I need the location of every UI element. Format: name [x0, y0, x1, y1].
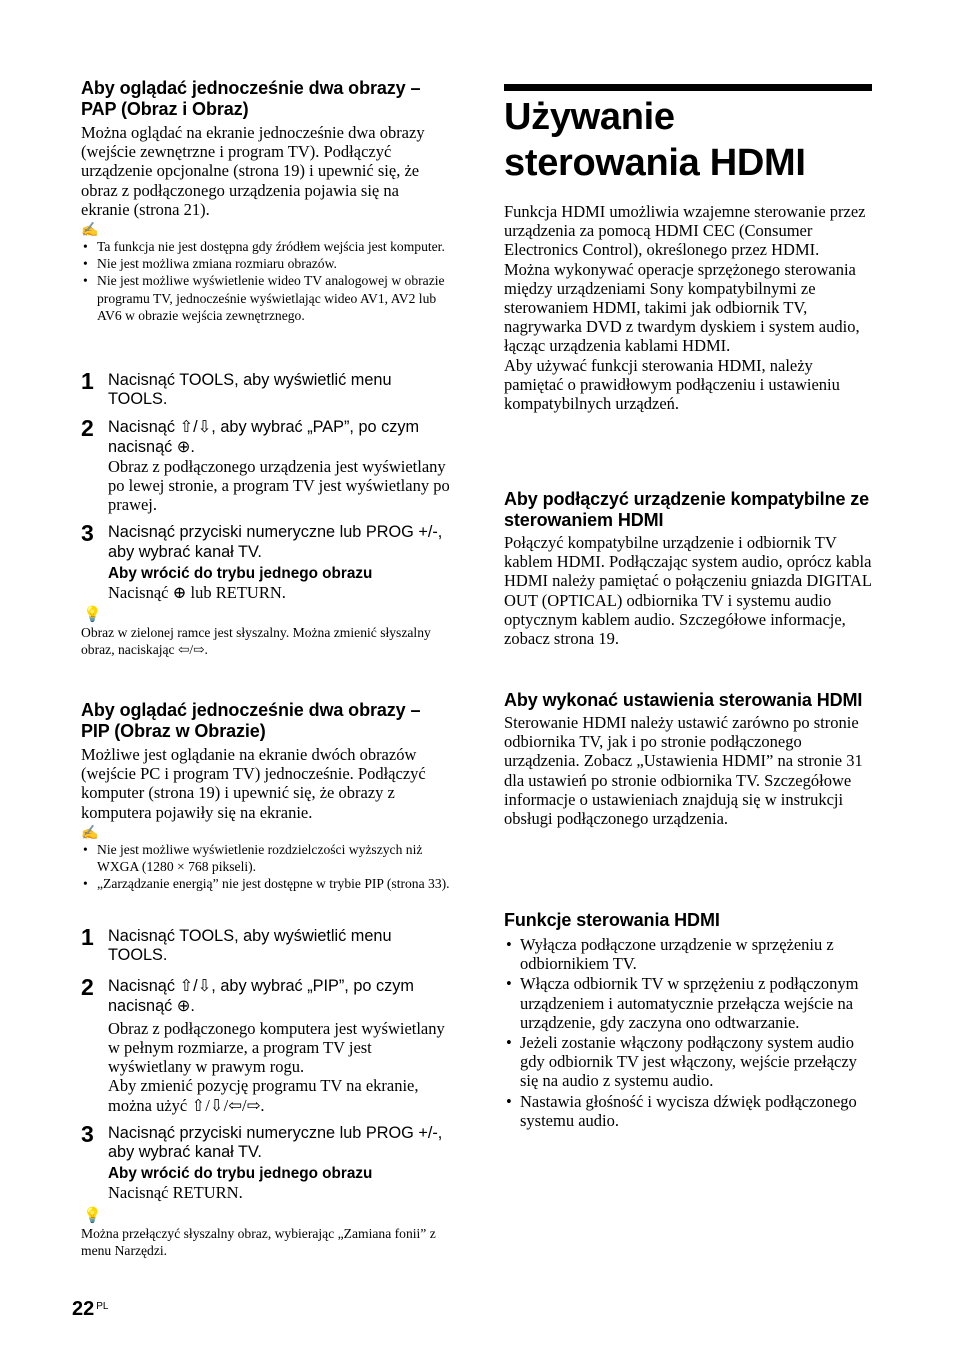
step-text: Nacisnąć ⇧/⇩, aby wybrać „PAP”, po czym nacisnąć ⊕.: [108, 418, 420, 456]
pap-section: [81, 78, 451, 324]
note-item: • Nie jest możliwa zmiana rozmiaru obrazów.: [81, 255, 451, 272]
step-number: 1: [81, 924, 94, 950]
step-number: 3: [81, 1120, 94, 1147]
pip-heading: Aby oglądać jednocześnie dwa obrazy – PIP (Obraz w Obrazie): [81, 700, 421, 741]
settings-section: [504, 690, 872, 828]
lightbulb-tip-icon: 💡: [83, 607, 102, 624]
list-item: • Jeżeli zostanie włączony podłączony system audio gdy odbiornik TV jest włączony, wejście przełączy się na audio z systemu audio.: [504, 1033, 872, 1091]
settings-text: Sterowanie HDMI należy ustawić zarówno po stronie odbiornika TV, jak i po stronie podłączonego urządzenia. Zobacz „Ustawienia HDMI” na stronie 31 dla ustawień po stronie odbiornika TV. Szczegółowe informacje o ustawieniach znajdują się w instrukcji obsługi podłączonego urządzenia.: [504, 713, 863, 829]
functions-section: [504, 910, 872, 1131]
step-number: 3: [81, 520, 94, 547]
note-item: • Ta funkcja nie jest dostępna gdy źródłem wejścia jest komputer.: [81, 238, 451, 255]
step-number: 2: [81, 415, 94, 442]
lightbulb-tip-icon: 💡: [83, 1207, 102, 1224]
hdmi-intro: [504, 202, 872, 413]
intro-paragraph: Aby używać funkcji sterowania HDMI, należy pamiętać o prawidłowym podłączeniu i ustawieniu kompatybilnych urządzeń.: [504, 355, 840, 414]
step-1: [81, 924, 451, 965]
title-line-1: Używanie: [504, 96, 675, 138]
functions-heading: Funkcje sterowania HDMI: [504, 910, 720, 930]
title-rule: [504, 84, 872, 91]
language-code: PL: [96, 1301, 109, 1312]
note-item: • Nie jest możliwe wyświetlenie wideo TV analogowej w obrazie programu TV, jednocześnie wyświetlając wideo AV1, AV2 lub AV6 w obrazie wejścia zewnętrznego.: [81, 272, 451, 324]
intro-paragraph: Funkcja HDMI umożliwia wzajemne sterowanie przez urządzenia za pomocą HDMI CEC (Consumer Electronics Control), określonego przez HDMI.: [504, 202, 866, 260]
connect-section: [504, 489, 872, 648]
step-subtext: Obraz z podłączonego komputera jest wyświetlany w pełnym rozmiarze, a program TV jest wyświetlany w prawym rogu.: [108, 1018, 445, 1077]
note-item: • Nie jest możliwe wyświetlenie rozdzielczości wyższych niż WXGA (1280 × 768 pikseli).: [81, 841, 451, 875]
connect-heading: Aby podłączyć urządzenie kompatybilne ze sterowaniem HDMI: [504, 489, 870, 530]
step-subtext: Nacisnąć ⊕ lub RETURN.: [108, 583, 286, 603]
step-text: Nacisnąć TOOLS, aby wyświetlić menu TOOLS.: [108, 371, 392, 409]
pip-section: [81, 700, 451, 892]
step-text: Nacisnąć przyciski numeryczne lub PROG +/-, aby wybrać kanał TV.: [108, 523, 443, 561]
step-subheading: Aby wrócić do trybu jednego obrazu: [108, 1165, 373, 1183]
step-subtext: Nacisnąć RETURN.: [108, 1183, 243, 1203]
pap-notes: [81, 238, 451, 324]
note-icon: ✍: [81, 825, 99, 841]
connect-text: Połączyć kompatybilne urządzenie i odbiornik TV kablem HDMI. Podłączając system audio, oprócz kabla HDMI należy pamiętać o połączeniu gniazda DIGITAL OUT (OPTICAL) odbiornika TV i systemu audio optycznym kablem audio. Szczegółowe informacje, zobacz strona 19.: [504, 533, 872, 649]
step-text: Nacisnąć ⇧/⇩, aby wybrać „PIP”, po czym nacisnąć ⊕.: [108, 977, 414, 1015]
title-line-2: sterowania HDMI: [504, 142, 806, 184]
functions-list: [504, 935, 872, 1130]
step-text: Nacisnąć przyciski numeryczne lub PROG +/-, aby wybrać kanał TV.: [108, 1123, 443, 1162]
pap-tip: Obraz w zielonej ramce jest słyszalny. Można zmienić słyszalny obraz, naciskając ⇦/⇨.: [81, 625, 431, 658]
step-subtext: Aby zmienić pozycję programu TV na ekranie, można użyć ⇧/⇩/⇦/⇨.: [108, 1076, 419, 1115]
intro-paragraph: Można wykonywać operacje sprzężonego sterowania między urządzeniami Sony kompatybilnymi ze sterowaniem HDMI, takimi jak odbiornik TV, nagrywarka DVD z twardym dyskiem i system audio, łącząc urządzenia kablami HDMI.: [504, 259, 860, 356]
page-number-value: 22: [72, 1298, 95, 1320]
page-title: [504, 94, 872, 186]
step-number: 2: [81, 974, 94, 1001]
pip-notes: [81, 841, 451, 893]
list-item: • Nastawia głośność i wycisza dźwięk podłączonego systemu audio.: [504, 1092, 872, 1130]
step-subtext: Obraz z podłączonego urządzenia jest wyświetlany po lewej stronie, a program TV jest wyświetlany po prawej.: [108, 456, 450, 515]
step-3: [81, 520, 451, 603]
list-item: • Wyłącza podłączone urządzenie w sprzężeniu z odbiornikiem TV.: [504, 935, 872, 973]
step-subheading: Aby wrócić do trybu jednego obrazu: [108, 564, 373, 582]
step-2: [81, 974, 451, 1115]
pap-steps: [81, 368, 451, 659]
note-item: • „Zarządzanie energią” nie jest dostępne w trybie PIP (strona 33).: [81, 875, 451, 892]
list-item: • Włącza odbiornik TV w sprzężeniu z podłączonym urządzeniem i automatycznie przełącza wejście na urządzenie, gdy zaczyna ono odtwarzanie.: [504, 974, 872, 1032]
pap-intro: Można oglądać na ekranie jednocześnie dwa obrazy (wejście zewnętrzne i program TV). Podłączyć urządzenie opcjonalne (strona 19) i upewnić się, że obraz z podłączonego urządzenia pojawia się na ekranie (strona 21).: [81, 123, 425, 219]
pap-heading: Aby oglądać jednocześnie dwa obrazy – PAP (Obraz i Obraz): [81, 78, 421, 119]
page-number: [72, 1298, 108, 1321]
pip-intro: Możliwe jest oglądanie na ekranie dwóch obrazów (wejście PC i program TV) jednocześnie. Podłączyć komputer (strona 19) i upewnić się, że obrazy z komputera pojawiły się na ekranie.: [81, 745, 426, 822]
step-number: 1: [81, 368, 94, 394]
settings-heading: Aby wykonać ustawienia sterowania HDMI: [504, 690, 863, 710]
step-3: [81, 1120, 451, 1203]
step-1: [81, 368, 451, 409]
note-icon: ✍: [81, 223, 99, 239]
step-2: [81, 415, 451, 515]
step-text: Nacisnąć TOOLS, aby wyświetlić menu TOOLS.: [108, 927, 392, 965]
pip-steps: [81, 924, 451, 1259]
pip-tip: Można przełączyć słyszalny obraz, wybierając „Zamiana fonii” z menu Narzędzi.: [81, 1225, 436, 1258]
